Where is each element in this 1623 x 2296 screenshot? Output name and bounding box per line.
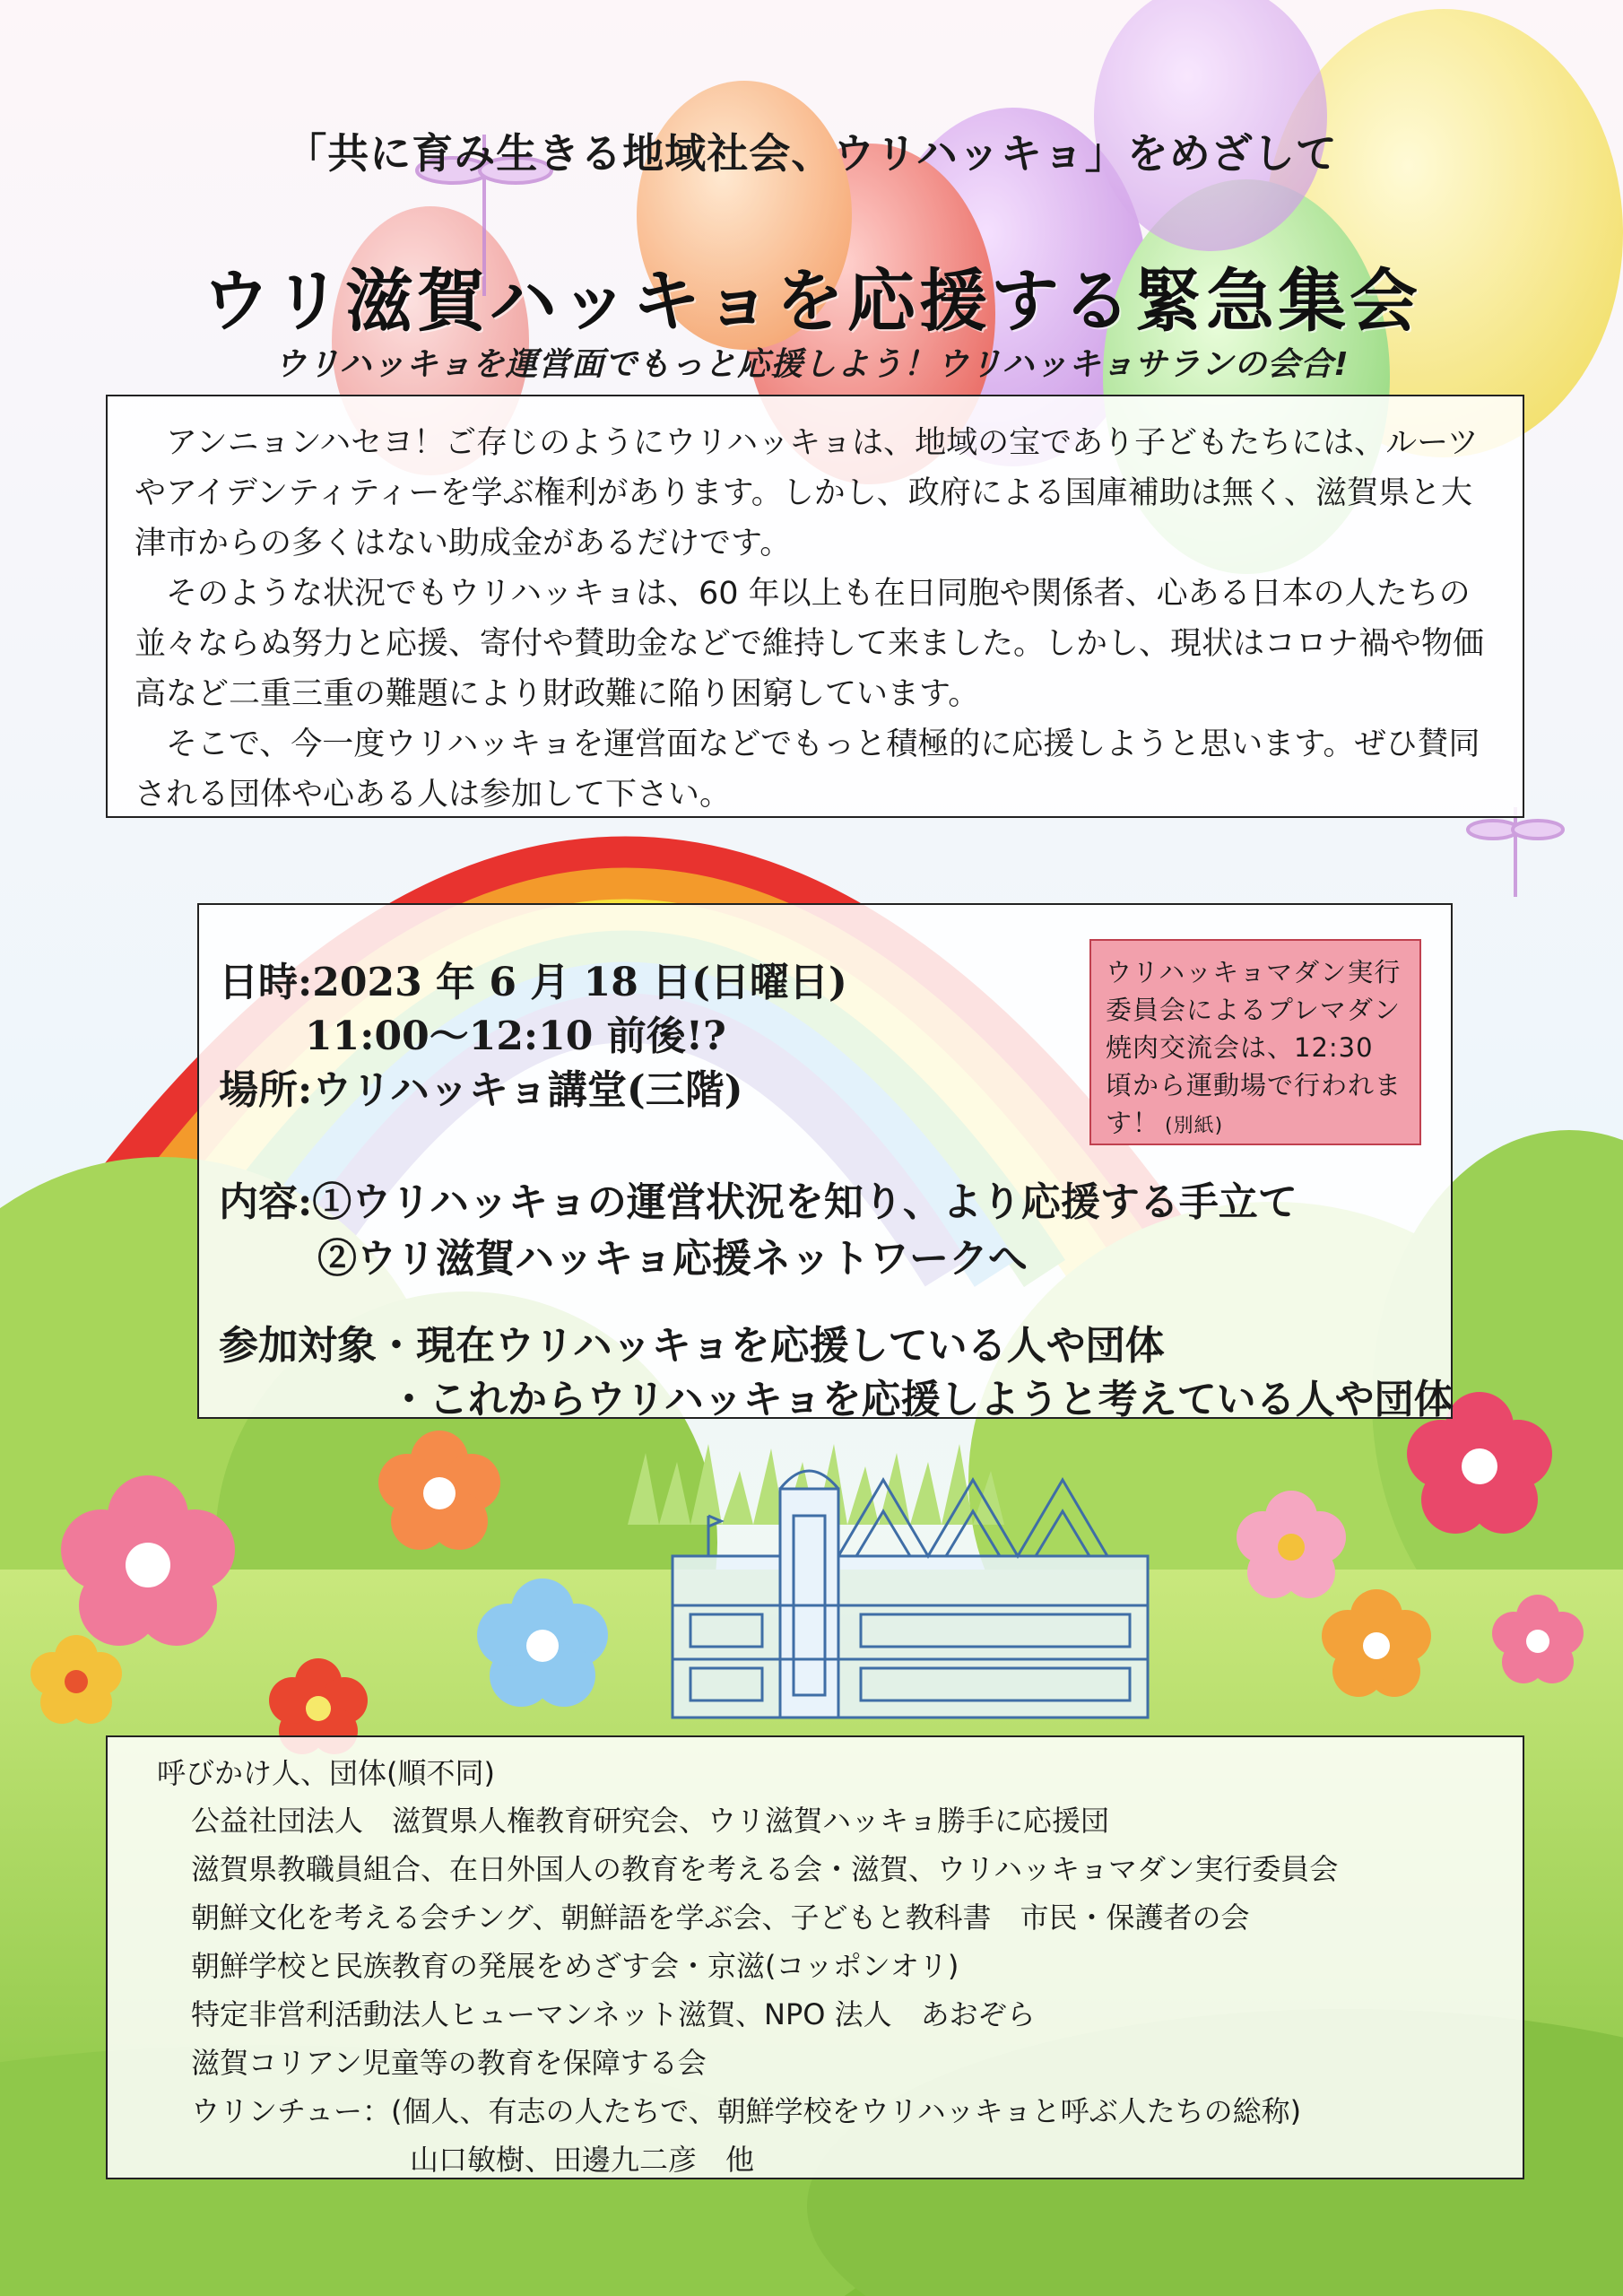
intro-paragraph-2: そのような状況でもウリハッキョは、60 年以上も在日同胞や関係者、心ある日本の人たちの並々ならぬ努力と応援、寄付や賛助金などで維持して来ました。しかし、現状はコロナ禍や物価高など二重三重の難題により財政難に陥り困窮しています。	[135, 576, 1485, 712]
intro-box	[106, 395, 1524, 818]
event-target-1: 参加対象・現在ウリハッキョを応援している人や団体	[219, 1323, 1165, 1369]
organizer-individuals: 山口敏樹、田邊九二彦 他	[410, 2143, 755, 2177]
event-target-2: ・これからウリハッキョを応援しようと考えている人や団体	[389, 1377, 1454, 1422]
page-title: ウリ滋賀ハッキョを応援する緊急集会	[202, 261, 1421, 341]
organizers-heading: 呼びかけ人、団体(順不同)	[157, 1756, 495, 1790]
subtitle: ウリハッキョを運営面でもっと応援しよう！ウリハッキョサランの会合!	[273, 346, 1350, 383]
bbq-note-sub: (別紙)	[1165, 1115, 1224, 1137]
event-place: 場所:ウリハッキョ講堂(三階)	[219, 1067, 743, 1113]
organizer-line: 特定非営利活動法人ヒューマンネット滋賀、NPO 法人 あおぞら	[191, 1997, 1036, 2031]
organizer-line: 朝鮮文化を考える会チング、朝鮮語を学ぶ会、子どもと教科書 市民・保護者の会	[191, 1900, 1250, 1935]
event-content-1: 内容:①ウリハッキョの運営状況を知り、より応援する手立て	[219, 1179, 1298, 1225]
tagline: 「共に育み生きる地域社会、ウリハッキョ」をめざして	[285, 129, 1338, 178]
organizer-line: 滋賀県教職員組合、在日外国人の教育を考える会・滋賀、ウリハッキョマダン実行委員会	[191, 1852, 1339, 1886]
bbq-note-body: ウリハッキョマダン実行委員会によるプレマダン焼肉交流会は、12:30 頃から運動場で行われます！	[1106, 957, 1402, 1138]
organizer-line: ウリンチュー：(個人、有志の人たちで、朝鮮学校をウリハッキョと呼ぶ人たちの総称)	[191, 2094, 1302, 2128]
organizer-line: 公益社団法人 滋賀県人権教育研究会、ウリ滋賀ハッキョ勝手に応援団	[191, 1804, 1110, 1838]
event-time: 11:00～12:10 前後!?	[305, 1013, 726, 1059]
event-content-2: ②ウリ滋賀ハッキョ応援ネットワークへ	[317, 1236, 1028, 1282]
event-date: 日時:2023 年 6 月 18 日(日曜日)	[219, 960, 847, 1005]
bbq-note-text	[1106, 953, 1409, 1145]
organizers-box	[106, 1735, 1524, 2179]
intro-paragraph-3: そこで、今一度ウリハッキョを運営面などでもっと積極的に応援しようと思います。ぜひ賛同される団体や心ある人は参加して下さい。	[135, 726, 1480, 813]
organizer-line: 朝鮮学校と民族教育の発展をめざす会・京滋(コッポンオリ)	[191, 1949, 959, 1983]
bbq-note-box	[1089, 939, 1421, 1145]
organizer-line: 滋賀コリアン児童等の教育を保障する会	[191, 2046, 707, 2080]
intro-paragraph-1: アンニョンハセヨ！ご存じのようにウリハッキョは、地域の宝であり子どもたちには、ルーツやアイデンティティーを学ぶ権利があります。しかし、政府による国庫補助は無く、滋賀県と大津市からの多くはない助成金があるだけです。	[135, 425, 1479, 561]
